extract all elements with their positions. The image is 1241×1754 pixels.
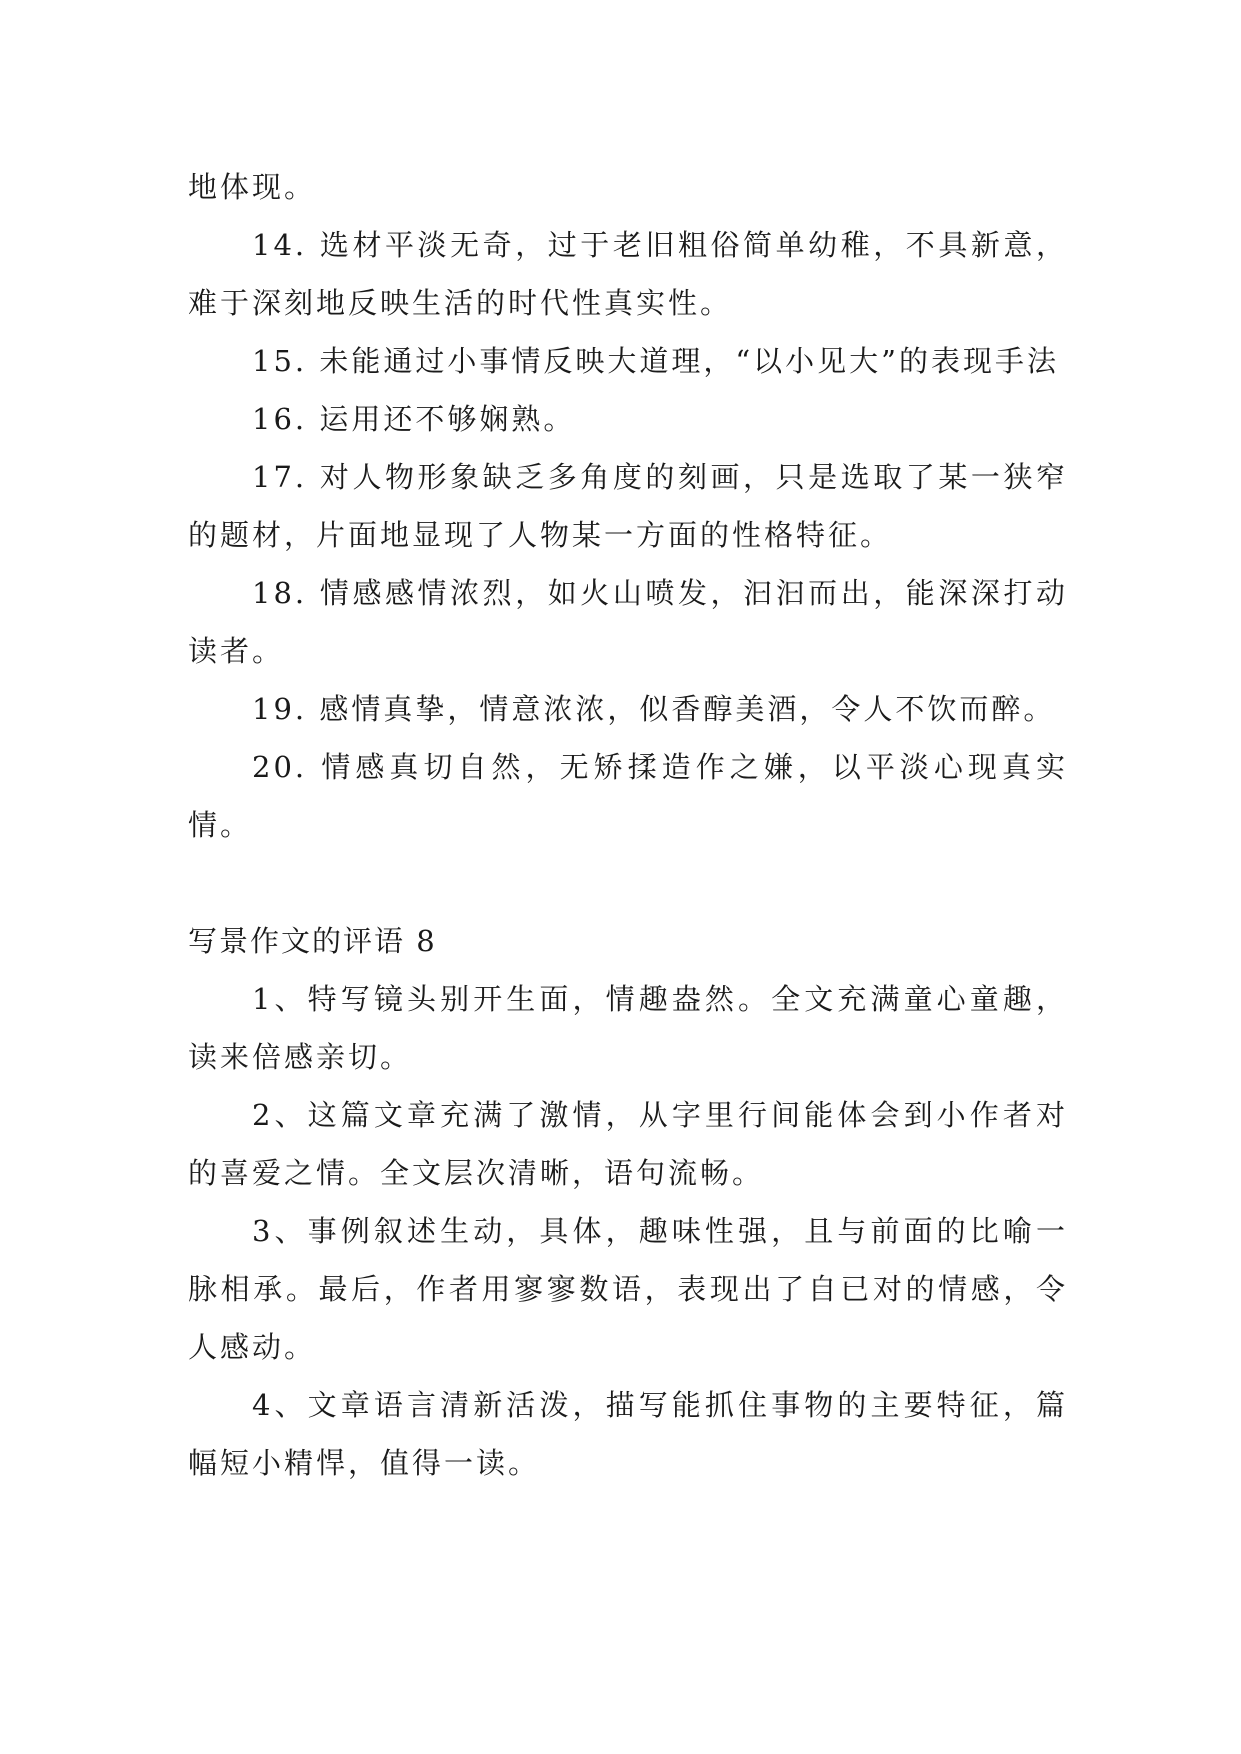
lead-fragment: 地体现。 xyxy=(188,170,317,204)
list-item: 19. 感情真挚，情意浓浓，似香醇美酒，令人不饮而醉。 xyxy=(252,692,1056,726)
list-item: 1、特写镜头别开生面，情趣盎然。全文充满童心童趣，读来倍感亲切。 xyxy=(188,982,1068,1074)
list-item: 18. 情感感情浓烈，如火山喷发，汩汩而出，能深深打动读者。 xyxy=(188,576,1068,668)
list-item: 17. 对人物形象缺乏多角度的刻画，只是选取了某一狭窄的题材，片面地显现了人物某一方面的性格特征。 xyxy=(188,460,1068,552)
list-item: 3、事例叙述生动，具体，趣味性强，且与前面的比喻一脉相承。最后，作者用寥寥数语，表现出了自已对的情感，令人感动。 xyxy=(188,1214,1068,1364)
section-spacer xyxy=(188,854,1068,912)
list-item: 15. 未能通过小事情反映大道理，“以小见大”的表现手法 xyxy=(252,344,1059,378)
list-item: 4、文章语言清新活泼，描写能抓住事物的主要特征，篇幅短小精悍，值得一读。 xyxy=(188,1388,1068,1480)
document-body xyxy=(188,158,1068,1492)
list-item: 16. 运用还不够娴熟。 xyxy=(252,402,576,436)
section-heading: 写景作文的评语 8 xyxy=(188,924,437,958)
list-item: 20. 情感真切自然，无矫揉造作之嫌，以平淡心现真实情。 xyxy=(188,750,1068,842)
list-item: 2、这篇文章充满了激情，从字里行间能体会到小作者对的喜爱之情。全文层次清晰，语句流畅。 xyxy=(188,1098,1068,1190)
list-item: 14. 选材平淡无奇，过于老旧粗俗简单幼稚，不具新意，难于深刻地反映生活的时代性真实性。 xyxy=(188,228,1068,320)
